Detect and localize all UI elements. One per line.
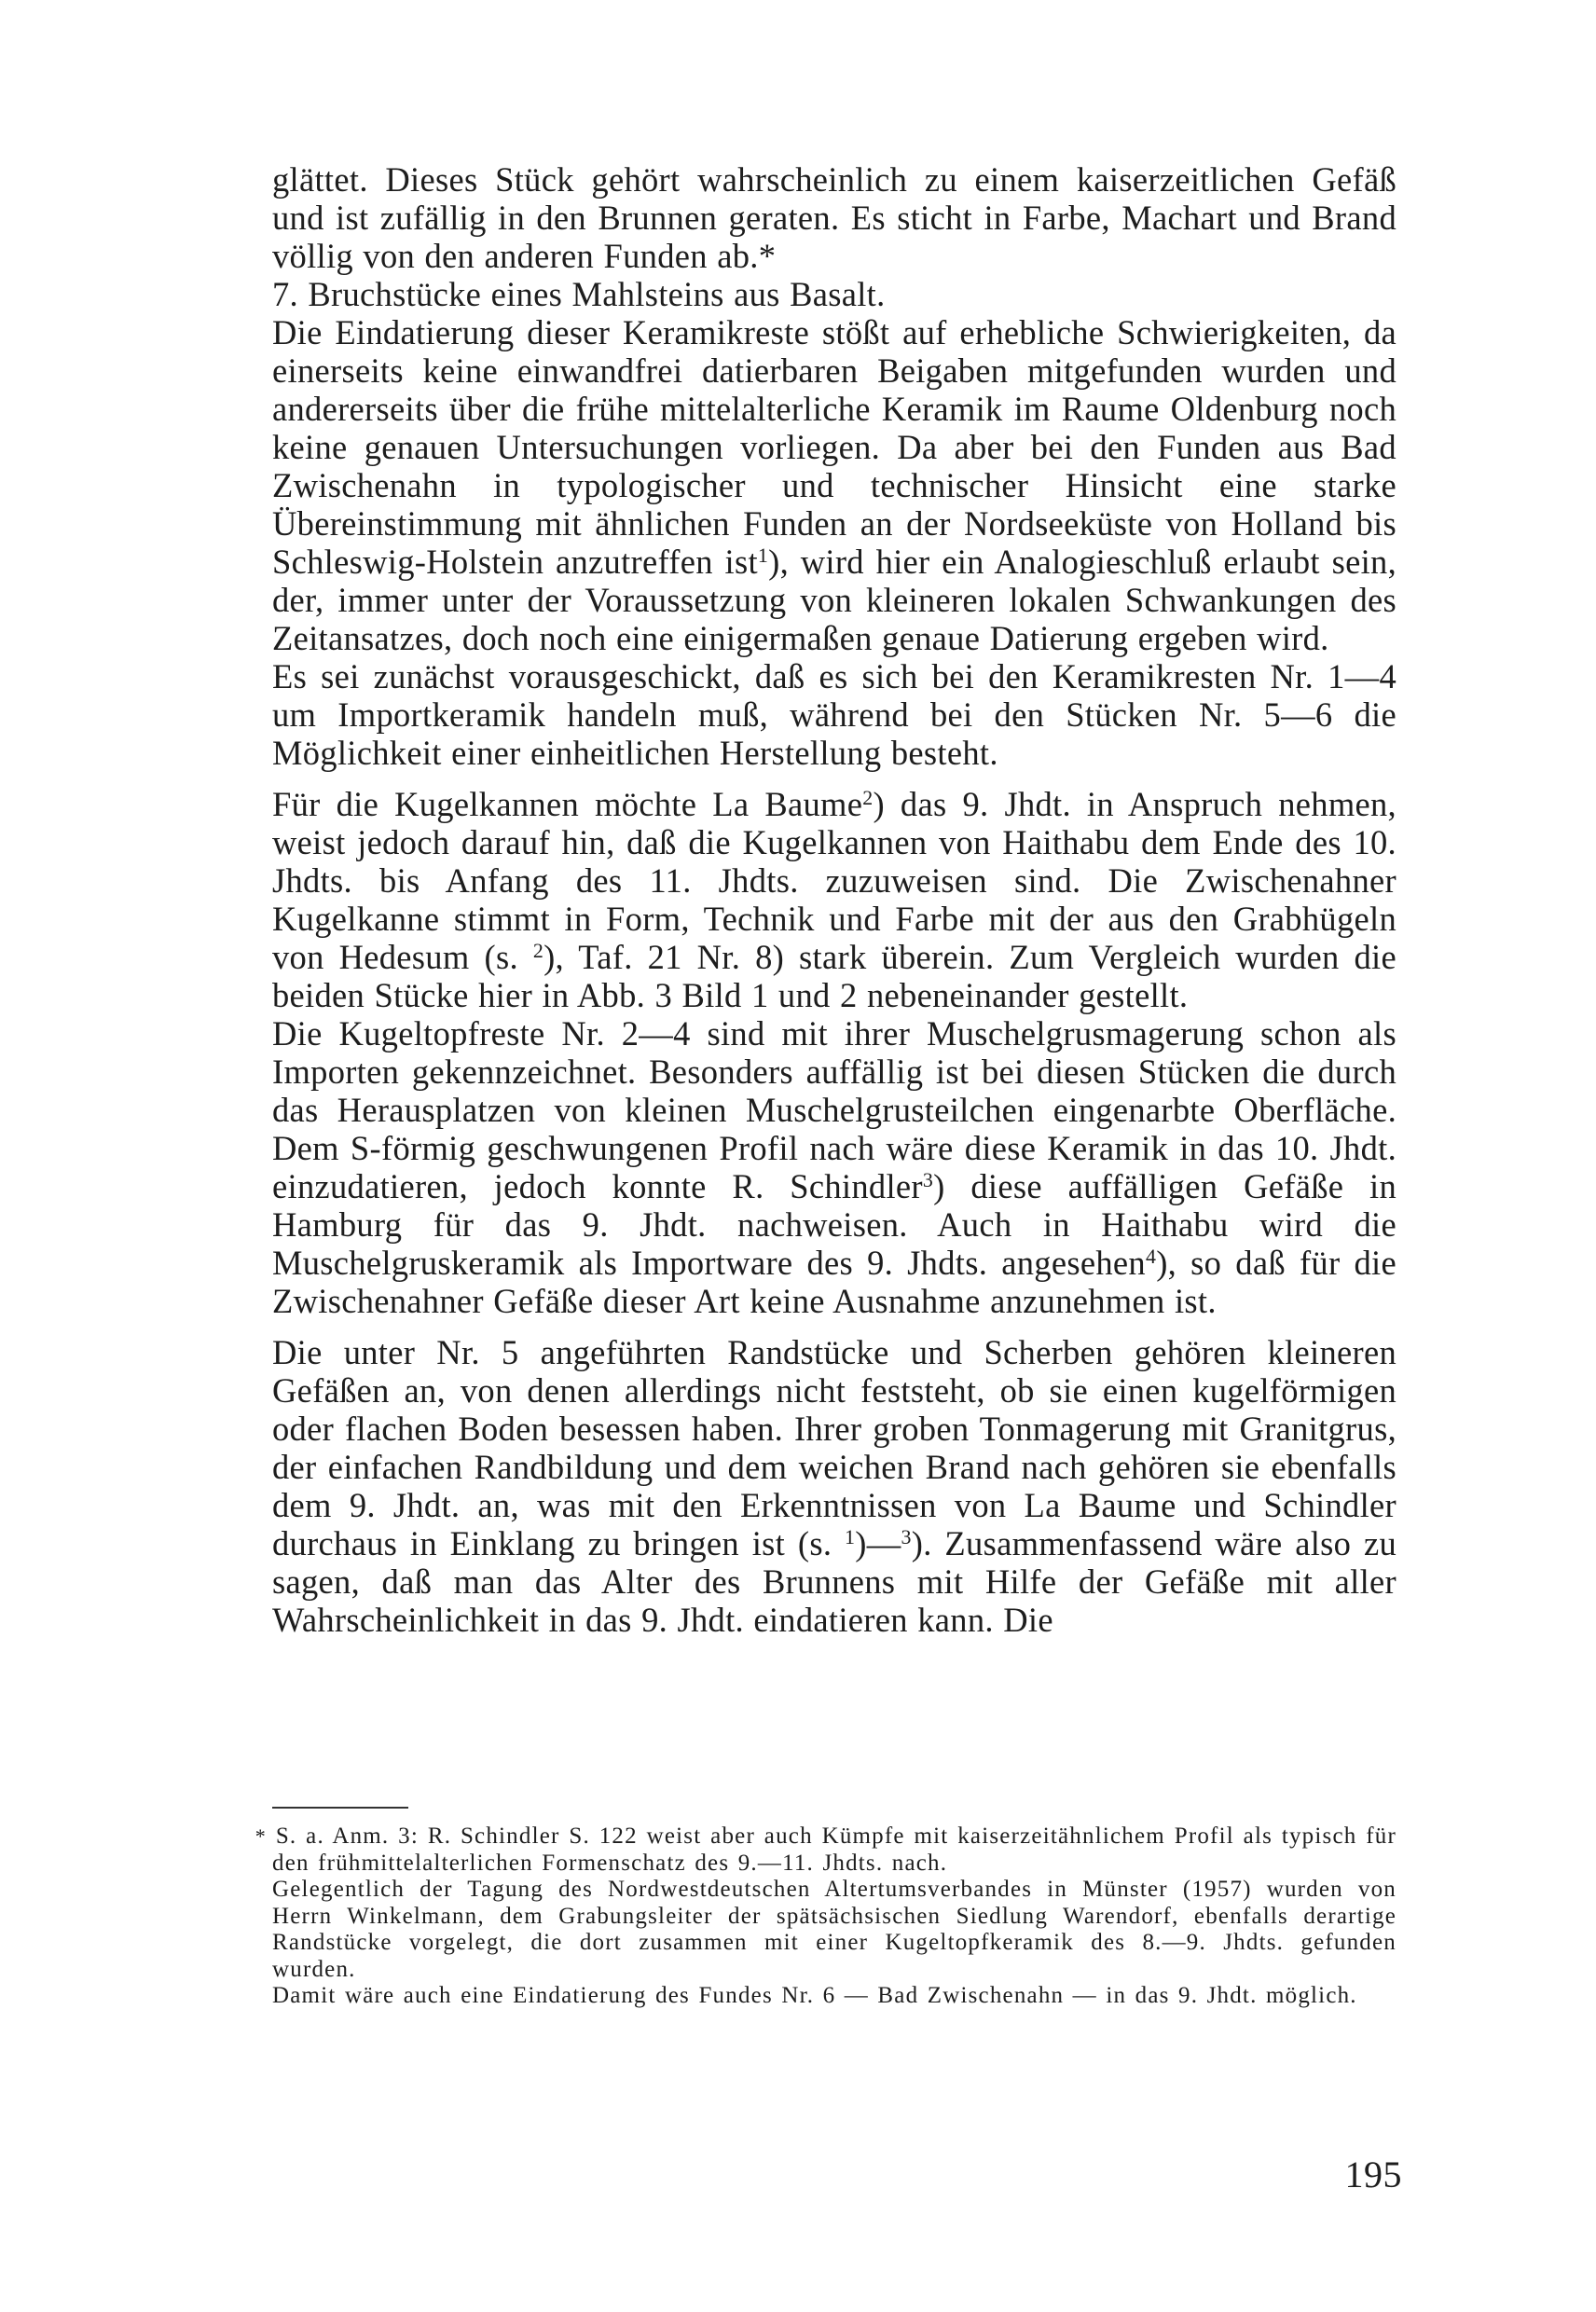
paragraph-continued: glättet. Dieses Stück gehört wahrscheinlich zu einem kaiserzeitlichen Gefäß und ist zufällig in den Brunnen geraten. Es sticht in Farbe, Machart und Brand völlig von den anderen Funden ab.* — [272, 160, 1396, 275]
footnote-1: * S. a. Anm. 3: R. Schindler S. 122 weist aber auch Kümpfe mit kaiserzeitähnlichem Profil als typisch für den frühmittelalterlichen Formenschatz des 9.—11. Jhdts. nach. — [272, 1823, 1396, 1877]
footnote-ref: 2 — [532, 938, 544, 962]
footnote-ref: 4 — [1145, 1244, 1157, 1268]
main-text-column — [272, 160, 1396, 1639]
footnote-3: Damit wäre auch eine Eindatierung des Fundes Nr. 6 — Bad Zwischenahn — in das 9. Jhdt. möglich. — [272, 1983, 1357, 2008]
footnotes-block — [255, 1823, 1396, 2010]
paragraph-dating-difficulties: Die Eindatierung dieser Keramikreste stößt auf erhebliche Schwierigkeiten, da einerseits keine einwandfrei datierbaren Beigaben mitgefunden wurden und andererseits über die frühe mittelalterliche Keramik im Raume Oldenburg noch keine genauen Untersuchungen vorliegen. Da aber bei den Funden aus Bad Zwischenahn in typologischer und technischer Hinsicht eine starke Übereinstimmung mit ähnlichen Funden an der Nordseeküste von Holland bis Schleswig-Holstein anzutreffen ist$^1$), wird hier ein Analogieschluß erlaubt sein, der, immer unter der Voraussetzung von kleineren lokalen Schwankungen des Zeitansatzes, doch noch eine einigermaßen genaue Datierung ergeben wird. — [272, 313, 1396, 657]
list-item-7: 7. Bruchstücke eines Mahlsteins aus Basalt. — [272, 275, 886, 313]
footnote-ref: 1 — [757, 543, 769, 567]
paragraph-randstuecke: Die unter Nr. 5 angeführten Randstücke und Scherben gehören kleineren Gefäßen an, von denen allerdings nicht feststeht, ob sie einen kugelförmigen oder flachen Boden besessen haben. Ihrer groben Tonmagerung mit Granitgrus, der einfachen Randbildung und dem weichen Brand nach gehören sie ebenfalls dem 9. Jhdt. an, was mit den Erkenntnissen von La Baume und Schindler durchaus in Einklang zu bringen ist (s. $^1$)—$^3$). Zusammenfassend wäre also zu sagen, daß man das Alter des Brunnens mit Hilfe der Gefäße mit aller Wahrscheinlichkeit in das 9. Jhdt. eindatieren kann. Die — [272, 1333, 1396, 1639]
footnote-divider — [272, 1807, 408, 1809]
footnote-asterisk: * — [255, 1824, 267, 1848]
footnote-ref: 3 — [922, 1167, 934, 1191]
paragraph-kugelkannen: Für die Kugelkannen möchte La Baume$^2$) das 9. Jhdt. in Anspruch nehmen, weist jedoch darauf hin, daß die Kugelkannen von Haithabu dem Ende des 10. Jhdts. bis Anfang des 11. Jhdts. zuzuweisen sind. Die Zwischenahner Kugelkanne stimmt in Form, Technik und Farbe mit der aus den Grabhügeln von Hedesum (s. $^2$), Taf. 21 Nr. 8) stark überein. Zum Vergleich wurden die beiden Stücke hier in Abb. 3 Bild 1 und 2 nebeneinander gestellt. — [272, 785, 1396, 1014]
footnote-ref: 1 — [845, 1524, 856, 1548]
paragraph-kugeltopfreste: Die Kugeltopfreste Nr. 2—4 sind mit ihrer Muschelgrusmagerung schon als Importen gekennzeichnet. Besonders auffällig ist bei diesen Stücken die durch das Herausplatzen von kleinen Muschelgrusteilchen eingenarbte Oberfläche. Dem S-förmig geschwungenen Profil nach wäre diese Keramik in das 10. Jhdt. einzudatieren, jedoch konnte R. Schindler$^3$) diese auffälligen Gefäße in Hamburg für das 9. Jhdt. nachweisen. Auch in Haithabu wird die Muschelgruskeramik als Importware des 9. Jhdts. angesehen$^4$), so daß für die Zwischenahner Gefäße dieser Art keine Ausnahme anzunehmen ist. — [272, 1014, 1396, 1320]
page-number: 195 — [1344, 2154, 1402, 2195]
paragraph-import-ceramics: Es sei zunächst vorausgeschickt, daß es sich bei den Keramikresten Nr. 1—4 um Importkeramik handeln muß, während bei den Stücken Nr. 5—6 die Möglichkeit einer einheitlichen Herstellung besteht. — [272, 657, 1396, 772]
footnote-ref: 3 — [901, 1524, 912, 1548]
footnote-2: Gelegentlich der Tagung des Nordwestdeutschen Altertumsverbandes in Münster (1957) wurden von Herrn Winkelmann, dem Grabungsleiter der spätsächsischen Siedlung Warendorf, ebenfalls derartige Randstücke vorgelegt, die dort zusammen mit einer Kugeltopfkeramik des 8.—9. Jhdts. gefunden wurden. — [272, 1877, 1396, 1982]
footnote-ref: 2 — [862, 785, 874, 809]
